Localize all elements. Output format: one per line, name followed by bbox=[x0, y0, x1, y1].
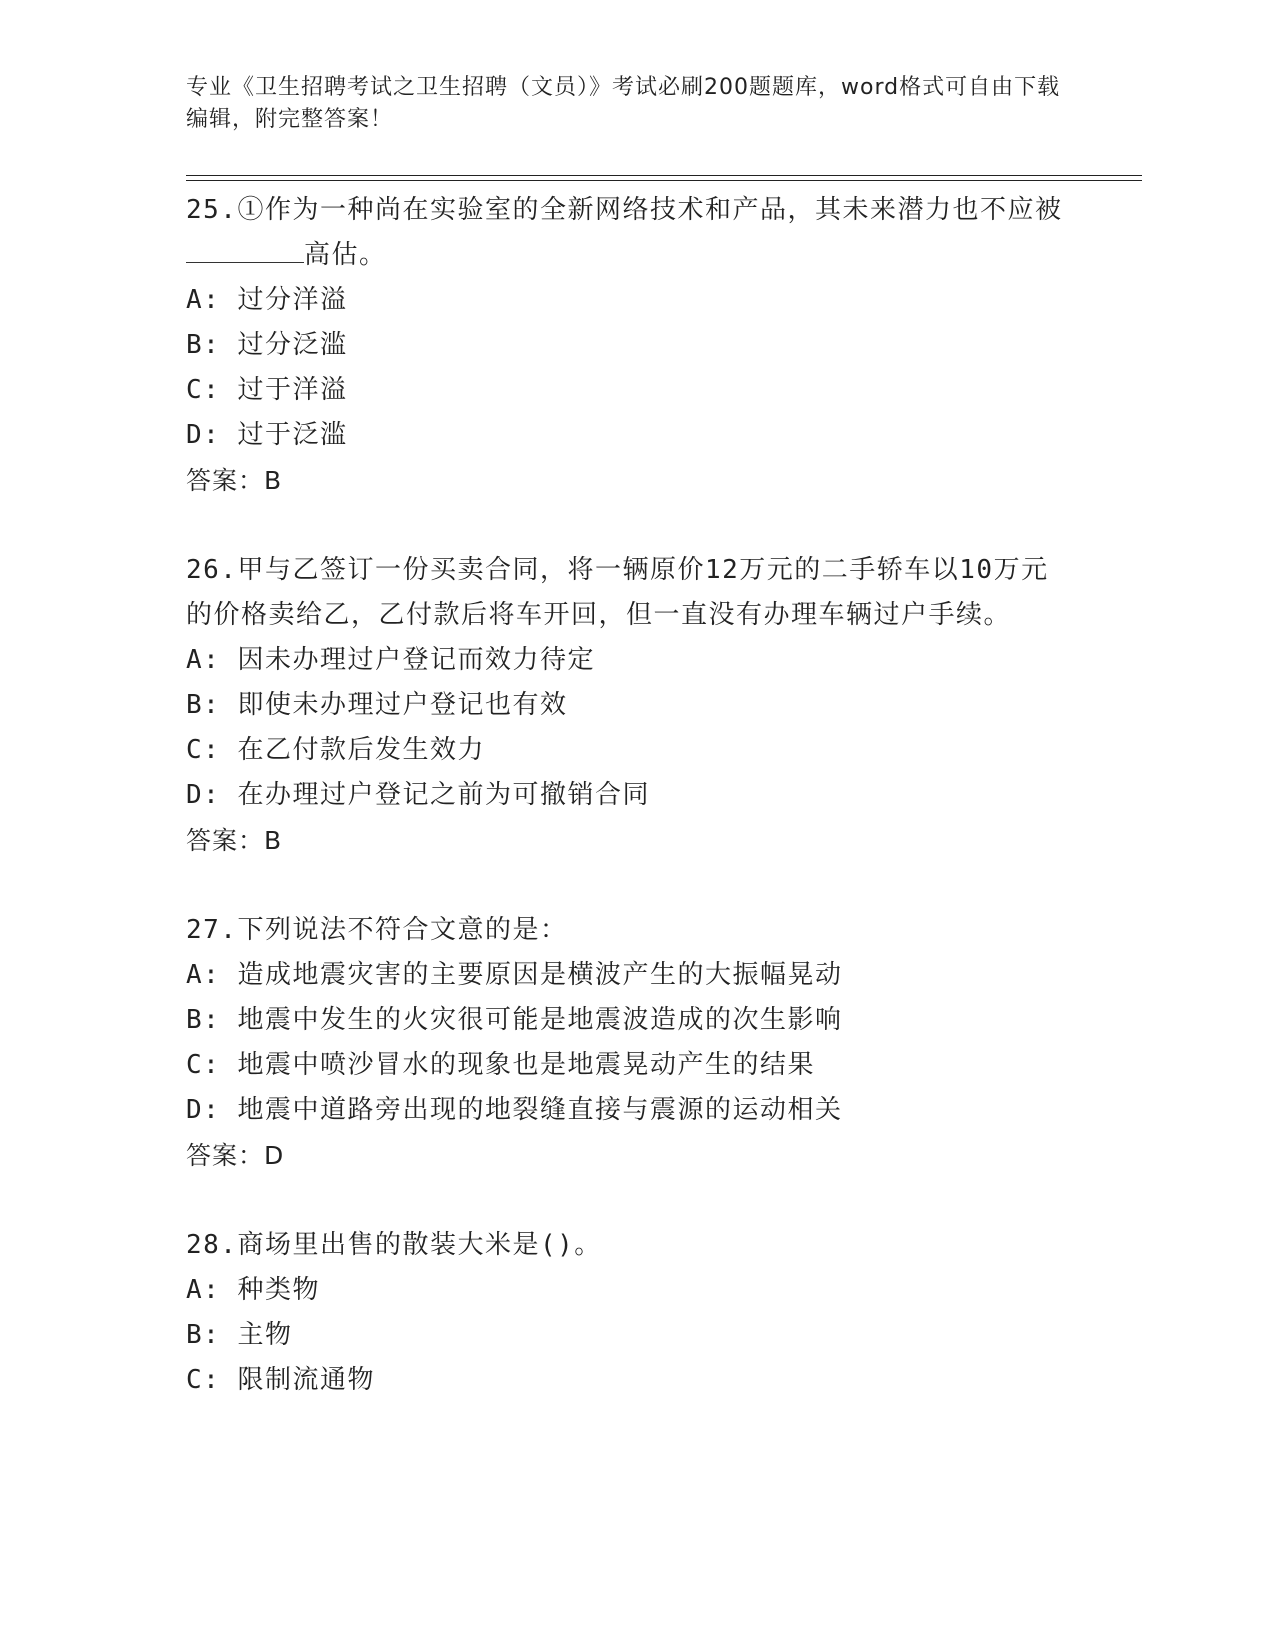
option-d: D: 在办理过户登记之前为可撤销合同 bbox=[186, 780, 650, 810]
option-c: C: 地震中喷沙冒水的现象也是地震晃动产生的结果 bbox=[186, 1050, 815, 1080]
question-stem-part2: 高估。 bbox=[304, 240, 387, 270]
question-stem: 27.下列说法不符合文意的是： bbox=[186, 915, 568, 945]
question-stem: 26.甲与乙签订一份买卖合同，将一辆原价12万元的二手轿车以10万元的价格卖给乙，乙付款后将车开回，但一直没有办理车辆过户手续。 bbox=[186, 555, 1049, 630]
option-a: A: 造成地震灾害的主要原因是横波产生的大振幅晃动 bbox=[186, 960, 843, 990]
question-stem: 28.商场里出售的散装大米是()。 bbox=[186, 1230, 602, 1260]
header-divider-top bbox=[186, 175, 1142, 176]
option-d: D: 过于泛滥 bbox=[186, 420, 348, 450]
spacer bbox=[186, 503, 1066, 548]
option-b: B: 即使未办理过户登记也有效 bbox=[186, 690, 568, 720]
option-b: B: 主物 bbox=[186, 1320, 293, 1350]
option-c: C: 在乙付款后发生效力 bbox=[186, 735, 485, 765]
document-header: 专业《卫生招聘考试之卫生招聘（文员）》考试必刷200题题库，word格式可自由下载编辑，附完整答案！ bbox=[186, 75, 1061, 132]
option-b: B: 地震中发生的火灾很可能是地震波造成的次生影响 bbox=[186, 1005, 843, 1035]
answer-label: 答案：D bbox=[186, 1141, 285, 1170]
fill-blank bbox=[186, 240, 304, 263]
spacer bbox=[186, 863, 1066, 908]
header-divider-bottom bbox=[186, 180, 1142, 181]
question-27 bbox=[186, 908, 1066, 1178]
option-a: A: 因未办理过户登记而效力待定 bbox=[186, 645, 595, 675]
option-b: B: 过分泛滥 bbox=[186, 330, 348, 360]
option-d: D: 地震中道路旁出现的地裂缝直接与震源的运动相关 bbox=[186, 1095, 843, 1125]
question-26 bbox=[186, 548, 1066, 863]
question-28 bbox=[186, 1223, 1066, 1403]
question-stem-part1: 25.①作为一种尚在实验室的全新网络技术和产品，其未来潜力也不应被 bbox=[186, 195, 1063, 225]
spacer bbox=[186, 1178, 1066, 1223]
option-a: A: 过分洋溢 bbox=[186, 285, 348, 315]
answer-label: 答案：B bbox=[186, 826, 283, 855]
option-c: C: 限制流通物 bbox=[186, 1365, 375, 1395]
option-a: A: 种类物 bbox=[186, 1275, 320, 1305]
answer-label: 答案：B bbox=[186, 466, 283, 495]
question-stem bbox=[186, 188, 1066, 278]
question-list bbox=[186, 188, 1066, 1403]
option-c: C: 过于洋溢 bbox=[186, 375, 348, 405]
question-25 bbox=[186, 188, 1066, 503]
